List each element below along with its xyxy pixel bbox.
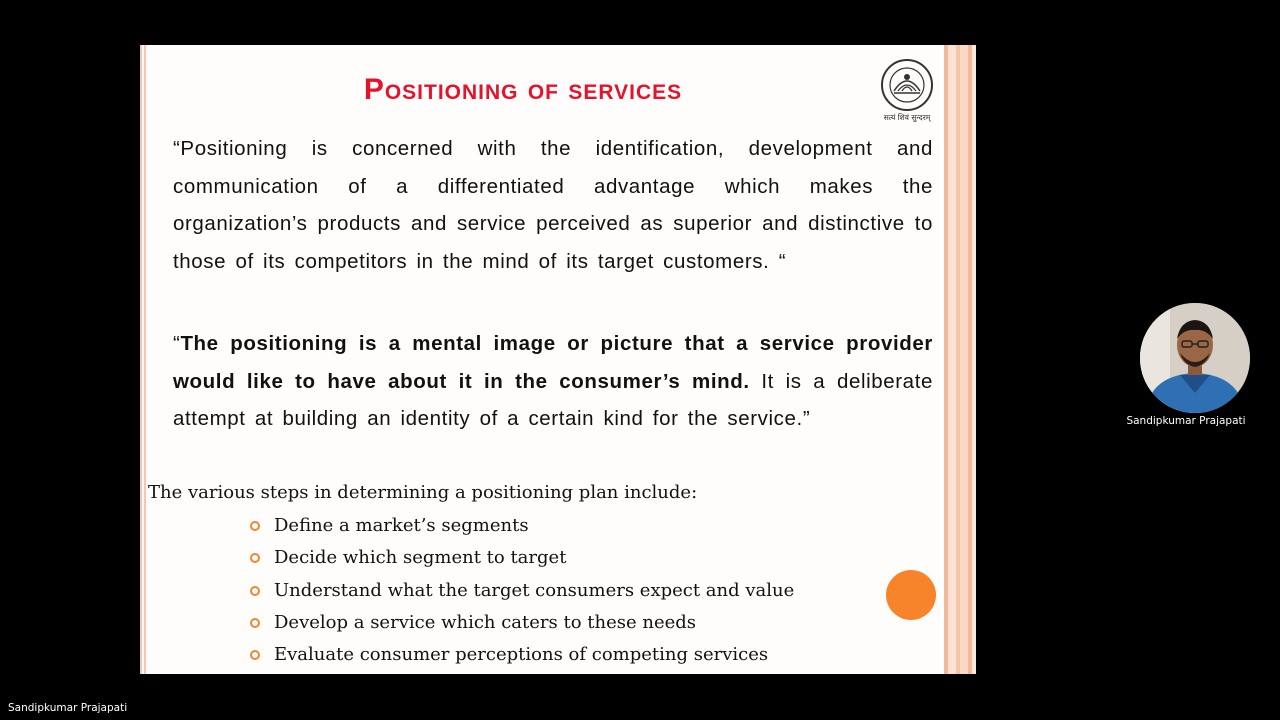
positioning-mental-image-paragraph	[173, 325, 933, 438]
step-text: Define a market’s segments	[274, 515, 529, 536]
circle-bullet-icon	[250, 553, 260, 563]
orange-circle-decoration	[886, 570, 936, 620]
step-text: Decide which segment to target	[274, 547, 567, 569]
step-text: Develop a service which caters to these needs	[274, 611, 697, 633]
positioning-definition-paragraph: “Positioning is concerned with the identification, development and communication of a differentiated advantage which makes the organization’s products and service perceived as superior and distinctive to those of its competitors in the mind of its target customers. “	[173, 137, 933, 273]
presenter-name-label: Sandipkumar Prajapati	[8, 702, 128, 714]
svg-text:सत्यं शिवं सुन्दरम्: सत्यं शिवं सुन्दरम्	[883, 113, 931, 122]
slide-left-border	[140, 45, 146, 674]
circle-bullet-icon	[250, 586, 260, 596]
slide-right-stripes	[940, 45, 976, 674]
list-item	[250, 542, 794, 574]
circle-bullet-icon	[250, 618, 260, 628]
paragraph-continuation: It is a deliberate attempt at building an identity of a certain kind for the service.”	[173, 369, 933, 430]
bold-statement: The positioning is a mental image or picture that a service provider would like to have about it in the consumer’s mind.	[173, 332, 933, 393]
participant-name-label: Sandipkumar Prajapati	[1126, 415, 1246, 427]
steps-intro: The various steps in determining a positioning plan include:	[148, 482, 698, 503]
university-seal-logo	[876, 57, 938, 123]
list-item	[250, 607, 794, 639]
participant-video-tile[interactable]	[1140, 303, 1250, 413]
quote-open: “	[173, 332, 181, 355]
list-item	[250, 510, 794, 542]
shared-slide	[140, 45, 976, 674]
step-text: Evaluate consumer perceptions of competing services	[274, 644, 769, 666]
list-item	[250, 575, 794, 607]
steps-list	[250, 510, 794, 671]
circle-bullet-icon	[250, 650, 260, 660]
participant-avatar	[1140, 303, 1250, 413]
slide-title: Positioning of services	[363, 73, 683, 106]
step-text: Understand what the target consumers expect and value	[274, 579, 795, 601]
list-item	[250, 639, 794, 671]
circle-bullet-icon	[250, 521, 260, 531]
